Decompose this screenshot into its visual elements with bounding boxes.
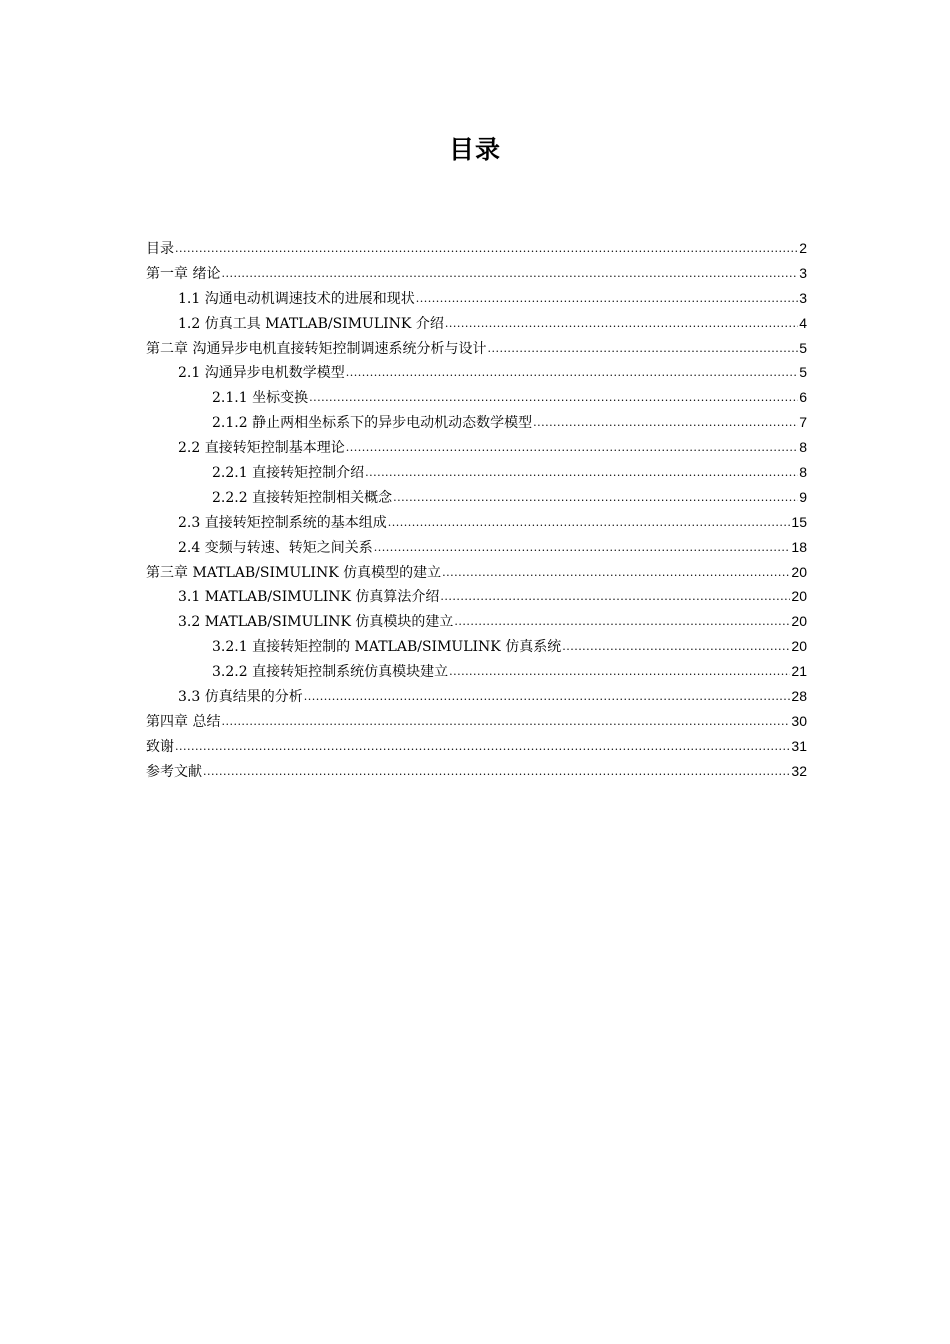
toc-entry-label: 2.1.1 坐标变换 [212,390,309,407]
toc-dot-leader [449,660,790,685]
toc-dot-leader [445,312,798,337]
page-title: 目录 [448,135,501,164]
toc-dot-leader [346,436,798,461]
toc-entry-page-number: 32 [791,762,807,779]
toc-entry-page-number: 28 [791,688,807,705]
toc-entry-label: 第四章 总结 [146,713,221,730]
toc-entry-label: 第二章 沟通异步电机直接转矩控制调速系统分析与设计 [146,340,487,357]
toc-dot-leader [416,287,798,312]
toc-entry[interactable] [146,261,807,286]
toc-entry-page-number: 8 [799,464,807,481]
toc-dot-leader [442,561,790,586]
table-of-contents [146,236,807,784]
toc-entry-page-number: 21 [791,663,807,680]
toc-dot-leader [562,635,790,660]
toc-entry-page-number: 31 [791,737,807,754]
toc-entry-page-number: 3 [799,289,807,306]
toc-entry-page-number: 2 [799,240,807,256]
toc-entry-label: 参考文献 [146,763,202,780]
toc-entry[interactable] [146,634,807,659]
toc-dot-leader [454,610,790,635]
toc-entry[interactable] [146,385,807,410]
toc-entry-label: 2.1.2 静止两相坐标系下的异步电动机动态数学模型 [212,415,533,432]
toc-entry-label: 3.3 仿真结果的分析 [178,689,303,706]
toc-dot-leader [487,337,798,362]
toc-entry-label: 2.2 直接转矩控制基本理论 [178,440,345,457]
toc-dot-leader [533,411,798,436]
toc-entry-page-number: 18 [791,538,807,555]
toc-entry[interactable] [146,360,807,385]
toc-entry-page-number: 15 [791,513,807,530]
toc-dot-leader [221,262,798,287]
toc-entry-label: 2.4 变频与转速、转矩之间关系 [178,539,373,556]
toc-dot-leader [309,386,798,411]
toc-entry-label: 1.2 仿真工具 MATLAB/SIMULINK 介绍 [178,315,444,332]
toc-entry[interactable] [146,510,807,535]
toc-entry-page-number: 30 [791,712,807,729]
toc-dot-leader [393,486,798,511]
toc-entry-page-number: 20 [791,563,807,580]
toc-entry-page-number: 3 [799,264,807,281]
toc-entry[interactable] [146,584,807,609]
toc-entry-page-number: 20 [791,613,807,630]
toc-entry[interactable] [146,336,807,361]
toc-entry-page-number: 5 [799,339,807,356]
toc-entry[interactable] [146,485,807,510]
toc-entry-label: 3.2.1 直接转矩控制的 MATLAB/SIMULINK 仿真系统 [212,639,562,656]
toc-entry[interactable] [146,311,807,336]
toc-dot-leader [440,585,790,610]
toc-entry-label: 第一章 绪论 [146,265,221,282]
toc-entry[interactable] [146,236,807,261]
toc-dot-leader [374,536,791,561]
toc-entry-label: 3.2.2 直接转矩控制系统仿真模块建立 [212,664,449,681]
toc-entry[interactable] [146,609,807,634]
toc-entry-page-number: 5 [799,364,807,381]
toc-dot-leader [388,511,791,536]
toc-entry-label: 3.1 MATLAB/SIMULINK 仿真算法介绍 [178,589,440,606]
toc-dot-leader [346,361,798,386]
toc-entry[interactable] [146,734,807,759]
toc-entry[interactable] [146,535,807,560]
toc-entry-label: 目录 [146,241,174,257]
toc-entry-label: 2.3 直接转矩控制系统的基本组成 [178,514,387,531]
toc-entry[interactable] [146,410,807,435]
toc-entry[interactable] [146,759,807,784]
toc-entry-page-number: 6 [799,389,807,406]
toc-entry-label: 3.2 MATLAB/SIMULINK 仿真模块的建立 [178,614,454,631]
toc-dot-leader [203,760,790,785]
toc-entry-label: 致谢 [146,738,174,755]
toc-entry[interactable] [146,460,807,485]
toc-entry-label: 1.1 沟通电动机调速技术的进展和现状 [178,290,415,307]
toc-dot-leader [221,710,790,735]
toc-dot-leader [175,237,798,262]
toc-entry-label: 2.1 沟通异步电机数学模型 [178,365,345,382]
toc-entry[interactable] [146,659,807,684]
toc-dot-leader [175,735,790,760]
toc-entry[interactable] [146,286,807,311]
toc-entry[interactable] [146,709,807,734]
toc-entry[interactable] [146,684,807,709]
toc-entry[interactable] [146,560,807,585]
toc-entry-label: 2.2.2 直接转矩控制相关概念 [212,489,393,506]
toc-entry[interactable] [146,435,807,460]
toc-entry-page-number: 8 [799,439,807,456]
toc-entry-page-number: 7 [799,414,807,431]
toc-entry-label: 第三章 MATLAB/SIMULINK 仿真模型的建立 [146,564,442,581]
toc-dot-leader [365,461,798,486]
toc-entry-page-number: 20 [791,588,807,605]
toc-entry-page-number: 4 [799,314,807,331]
toc-dot-leader [304,685,791,710]
toc-entry-label: 2.2.1 直接转矩控制介绍 [212,465,365,482]
toc-entry-page-number: 20 [791,638,807,655]
toc-entry-page-number: 9 [799,488,807,505]
